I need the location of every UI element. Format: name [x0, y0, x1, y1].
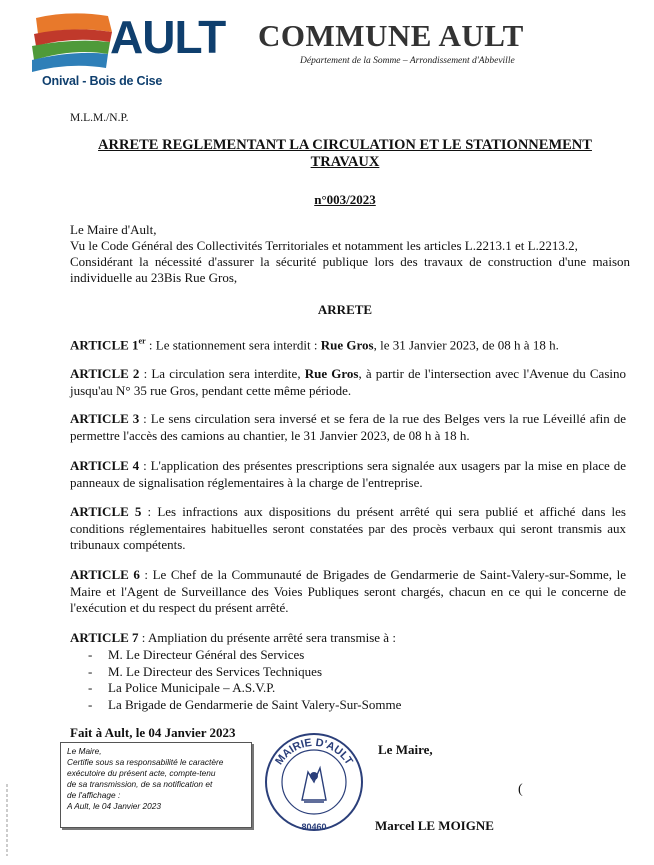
article-7 — [70, 630, 626, 647]
article-text: Les infractions aux dispositions du présent arrêté qui sera publié et affiché dans les conditions réglementaires habituelles seront constatées par des procès verbaux qui seront transmis aux tribunaux compétents. — [70, 504, 626, 552]
article-label: ARTICLE 1 — [70, 337, 139, 353]
certification-box — [60, 742, 252, 828]
signature-mark: ( — [518, 782, 523, 797]
article-text-end: , le 31 Janvier 2023, de 08 h à 18 h. — [373, 337, 559, 353]
stamp-top-text: MAIRIE D'AULT — [273, 736, 355, 768]
recipient-list — [88, 647, 401, 713]
commune-title: COMMUNE AULT — [258, 18, 524, 53]
dash-icon: - — [88, 647, 93, 662]
list-item — [88, 664, 401, 681]
article-text: Le sens circulation sera inversé et se fera de la rue des Belges vers la rue Léveillé afin de permettre l'accès des camions au chantier, le 31 Janvier 2023, de 08 h à 18 h. — [70, 411, 627, 443]
arrete-number: n°003/2023 — [314, 192, 376, 207]
article-text: Le Chef de la Communauté de Brigades de Gendarmerie de Saint-Valery-sur-Somme, le Maire et l'Agent de Surveillance des Voies Publiques seront chargés, chacun en ce qui le concerne de l'exécution et du respect du présent arrêté. — [70, 567, 626, 615]
margin-scan-mark — [2, 780, 12, 860]
logo-word: AULT — [110, 11, 226, 63]
article-2 — [70, 366, 626, 399]
article-sep: : — [139, 411, 151, 426]
cert-line: A Ault, le 04 Janvier 2023 — [67, 801, 161, 811]
ault-logo — [30, 8, 226, 90]
article-sep: : — [141, 504, 158, 519]
title-line-2: TRAVAUX — [310, 154, 380, 170]
article-text: Le stationnement sera interdit : — [155, 337, 321, 353]
commune-subtitle: Département de la Somme – Arrondissement d'Abbeville — [300, 56, 515, 66]
preamble-considerant: Considérant la nécessité d'assurer la sécurité publique lors des travaux de construction d'une maison individuelle au 23Bis Rue Gros, — [70, 254, 630, 285]
recipient-text: M. Le Directeur Général des Services — [108, 647, 305, 662]
list-item — [88, 697, 401, 714]
article-street: Rue Gros — [320, 337, 374, 353]
list-item — [88, 680, 401, 697]
cert-line: exécutoire du présent acte, compte-tenu — [67, 768, 216, 778]
article-label: ARTICLE 7 — [70, 630, 139, 645]
list-item — [88, 647, 401, 664]
mairie-stamp-icon — [262, 730, 366, 834]
article-sep: : — [139, 567, 153, 582]
cert-line: Le Maire, — [67, 746, 102, 756]
dash-icon: - — [88, 680, 93, 695]
article-label: ARTICLE 3 — [70, 411, 140, 426]
article-label: ARTICLE 2 — [70, 366, 140, 381]
article-6 — [70, 567, 626, 617]
cert-line: de sa transmission, de sa notification et — [67, 779, 213, 789]
title-line-1: ARRETE REGLEMENTANT LA CIRCULATION ET LE STATIONNEMENT — [98, 137, 592, 153]
document-title — [70, 137, 620, 171]
arrete-heading: ARRETE — [317, 302, 373, 317]
recipient-text: La Police Municipale – A.S.V.P. — [108, 680, 276, 695]
signature-label: Le Maire, — [378, 742, 433, 757]
article-sep: : — [139, 458, 151, 473]
article-text: La circulation sera interdite, — [151, 366, 305, 381]
article-street: Rue Gros — [304, 366, 359, 381]
logo-emblem-icon — [30, 8, 122, 76]
signed-at: Fait à Ault, le 04 Janvier 2023 — [70, 725, 236, 740]
article-4 — [70, 458, 626, 491]
preamble-vu: Vu le Code Général des Collectivités Territoriales et notamment les articles L.2213.1 et L.2213.2, — [70, 238, 578, 253]
dash-icon: - — [88, 663, 93, 679]
preamble-maire: Le Maire d'Ault, — [70, 222, 157, 237]
article-sup: er — [138, 337, 146, 346]
stamp-bottom-text: 80460 — [301, 822, 327, 832]
article-5 — [70, 504, 626, 554]
article-text: Ampliation du présente arrêté sera transmise à : — [147, 630, 396, 645]
article-3 — [70, 411, 626, 444]
recipient-text: La Brigade de Gendarmerie de Saint Valery-Sur-Somme — [108, 696, 402, 712]
article-label: ARTICLE 6 — [70, 567, 140, 582]
svg-text:MAIRIE D'AULT — [273, 737, 355, 767]
article-text: L'application des présentes prescriptions sera signalée aux usagers par la mise en place de panneaux de signalisation réglementaires à la charge de l'entreprise. — [70, 458, 626, 490]
article-sep: : — [138, 630, 148, 645]
article-label: ARTICLE 5 — [70, 504, 142, 519]
cert-line: Certifie sous sa responsabilité le caractère — [67, 757, 224, 767]
cert-line: de l'affichage : — [67, 790, 121, 800]
article-text-end: , à partir de l'intersection avec l'Avenue du Casino jusqu'au N° 35 rue Gros, pendant cette même période. — [70, 366, 626, 398]
dash-icon: - — [88, 696, 93, 712]
signatory-name: Marcel LE MOIGNE — [375, 818, 494, 833]
reference: M.L.M./N.P. — [70, 112, 129, 124]
recipient-text: M. Le Directeur des Services Techniques — [108, 663, 322, 679]
article-label: ARTICLE 4 — [70, 458, 140, 473]
article-sep: : — [139, 366, 152, 381]
article-1 — [70, 334, 626, 354]
article-sep: : — [145, 337, 156, 353]
logo-subtitle: Onival - Bois de Cise — [42, 74, 163, 88]
